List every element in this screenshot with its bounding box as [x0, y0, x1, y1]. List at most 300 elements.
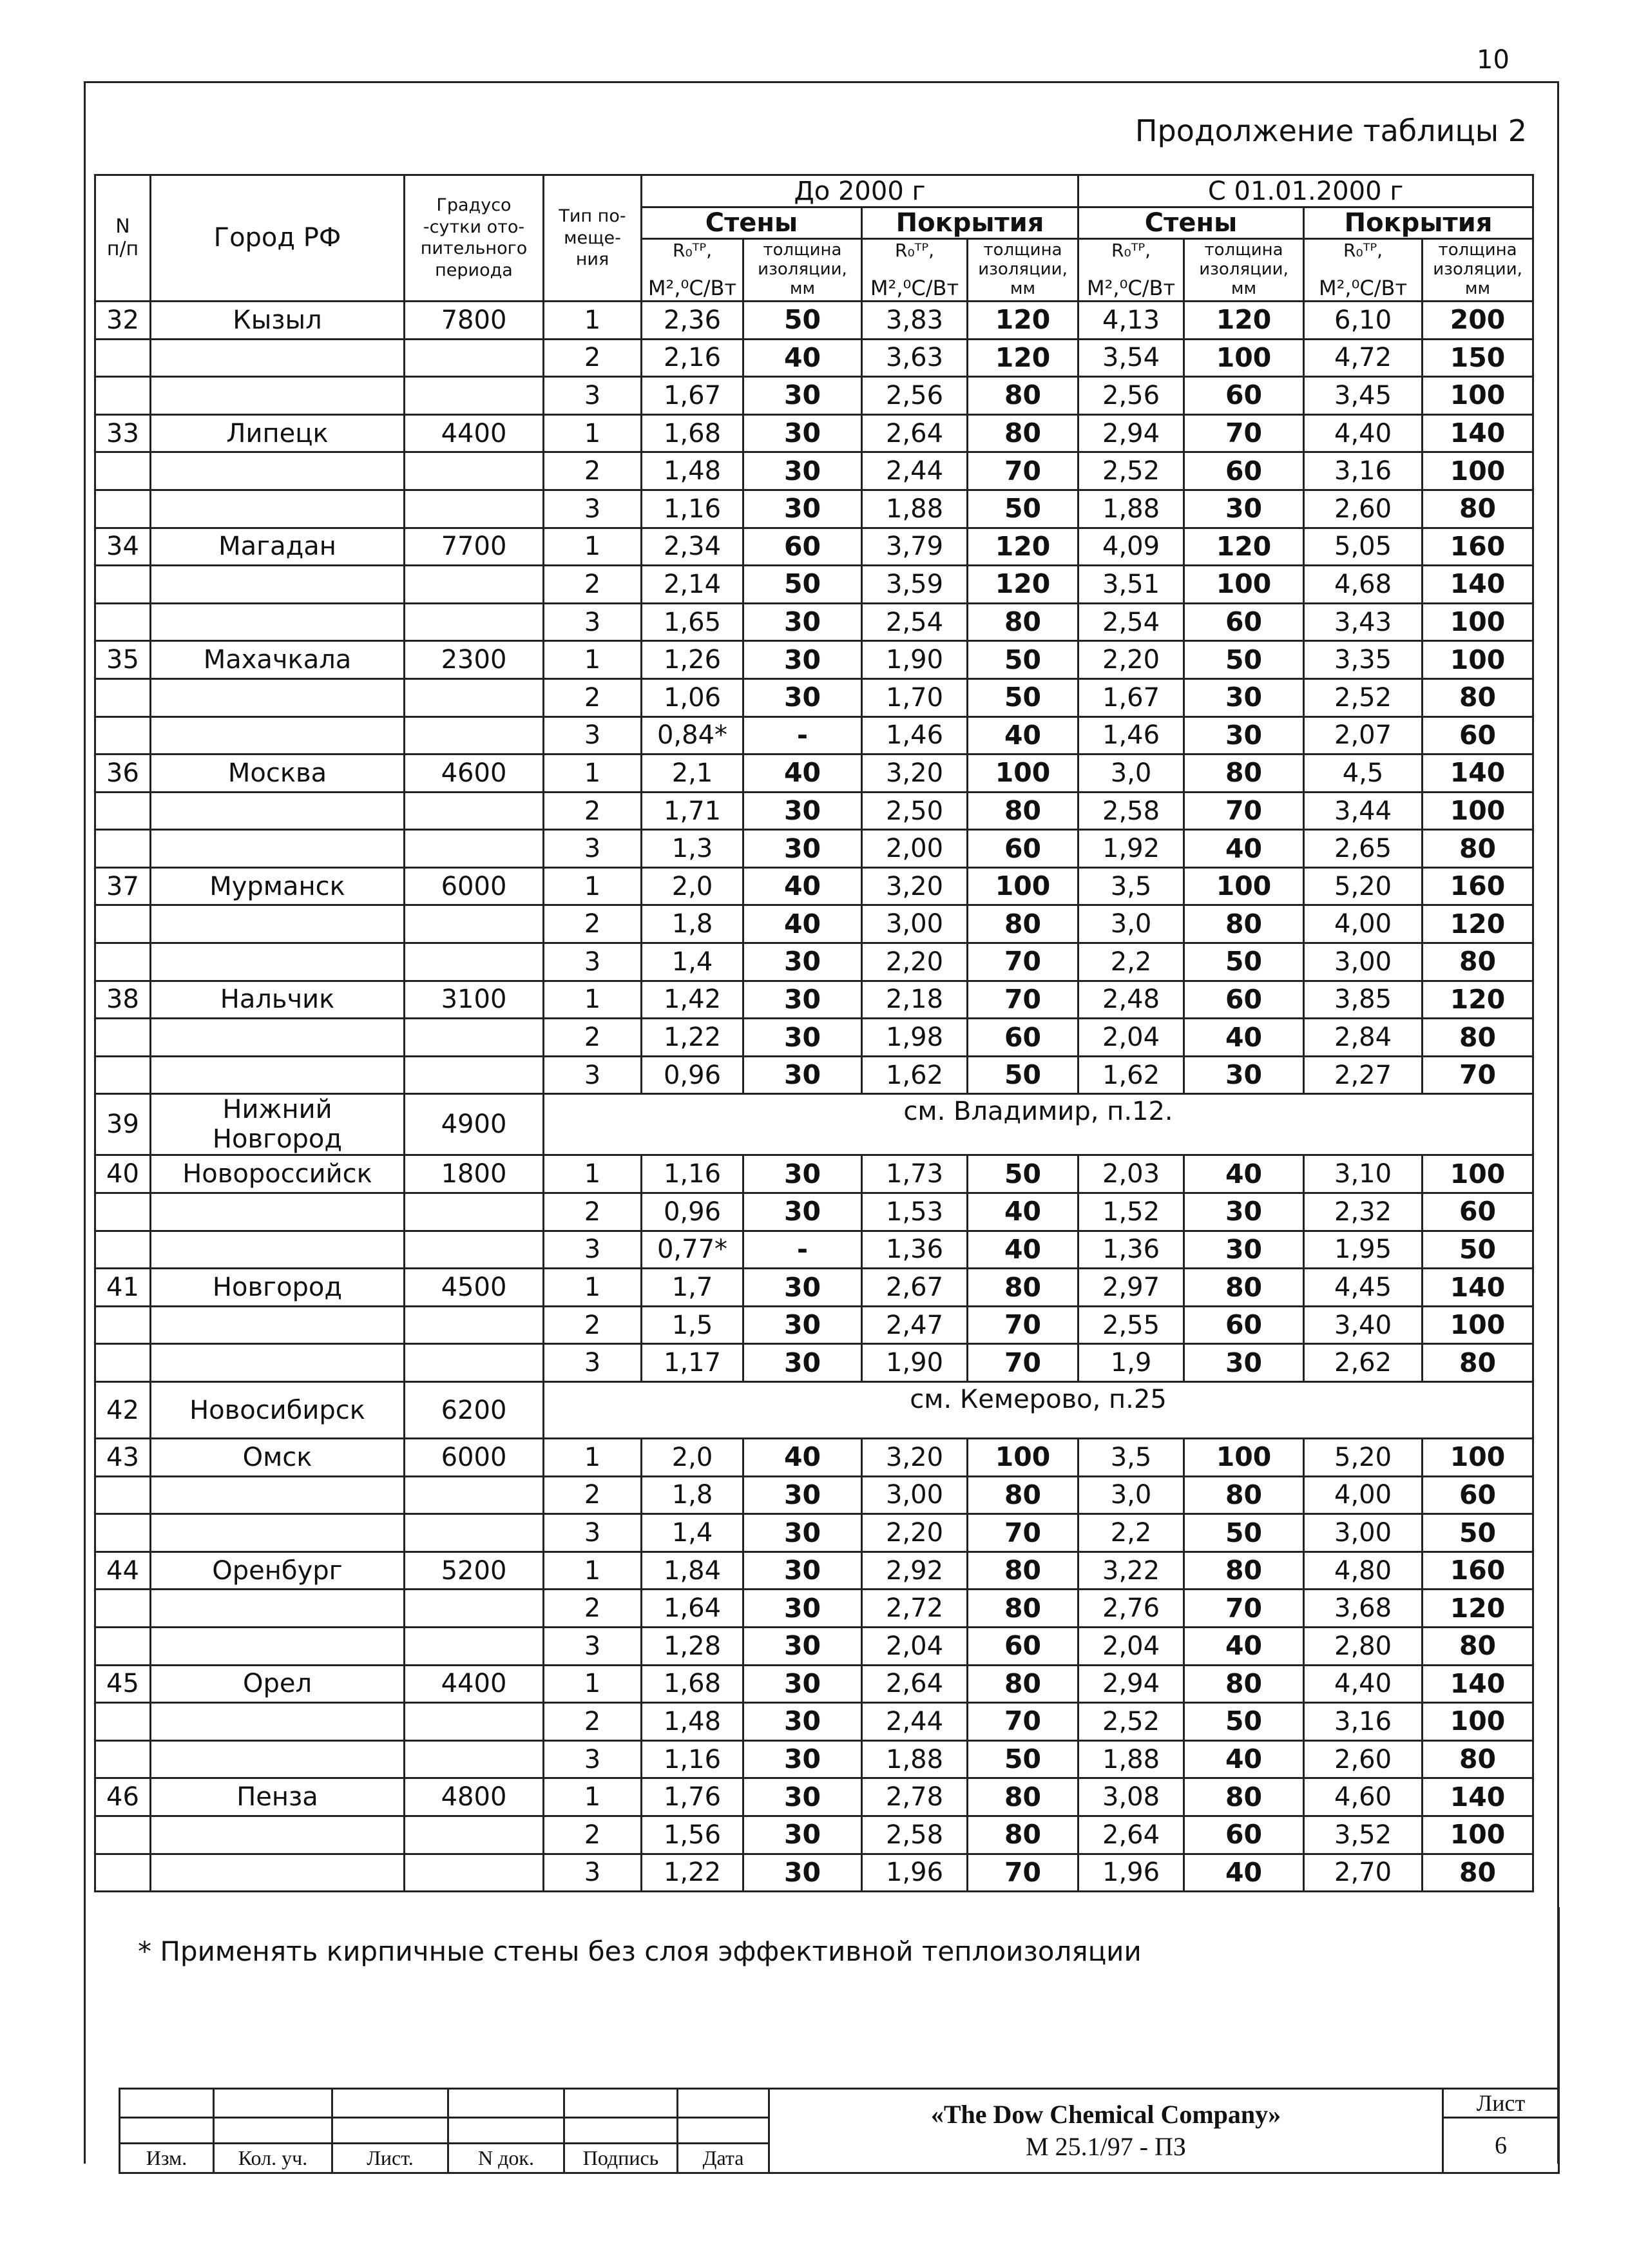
- thickness-walls-old: 30: [743, 943, 862, 981]
- room-type: 3: [544, 1740, 642, 1778]
- stamp-cell: [678, 2118, 769, 2144]
- city-name: [151, 339, 405, 377]
- thickness-walls-new: 70: [1184, 414, 1304, 452]
- r-walls-old: 1,06: [642, 678, 743, 716]
- row-number: [95, 1816, 151, 1854]
- thickness-roofs-old: 80: [968, 1665, 1078, 1703]
- degree-days: 6200: [405, 1382, 544, 1439]
- r-walls-new: 2,94: [1078, 414, 1184, 452]
- thickness-walls-old: 50: [743, 566, 862, 604]
- thickness-roofs-new: 80: [1423, 490, 1533, 528]
- thickness-roofs-new: 60: [1423, 716, 1533, 754]
- room-type: 2: [544, 339, 642, 377]
- r-roofs-old: 2,47: [862, 1306, 968, 1344]
- r-roofs-new: 3,68: [1304, 1590, 1423, 1628]
- r-walls-old: 1,48: [642, 1703, 743, 1741]
- stamp-cell: [448, 2089, 564, 2118]
- r-roofs-old: 2,20: [862, 1514, 968, 1552]
- thickness-walls-new: 80: [1184, 754, 1304, 793]
- room-type: 1: [544, 867, 642, 905]
- r-roofs-new: 2,07: [1304, 716, 1423, 754]
- r-roofs-old: 2,92: [862, 1552, 968, 1590]
- thickness-walls-new: 80: [1184, 1665, 1304, 1703]
- r-walls-old: 1,42: [642, 981, 743, 1019]
- room-type: 3: [544, 1854, 642, 1892]
- r-walls-new: 1,36: [1078, 1231, 1184, 1269]
- stamp-label-signature: Подпись: [564, 2144, 678, 2173]
- thickness-walls-new: 40: [1184, 1155, 1304, 1193]
- thickness-walls-new: 120: [1184, 528, 1304, 566]
- room-type: 3: [544, 1627, 642, 1665]
- thickness-roofs-old: 100: [968, 1439, 1078, 1477]
- thickness-walls-old: 30: [743, 603, 862, 641]
- thickness-walls-old: 30: [743, 1155, 862, 1193]
- r-roofs-old: 2,44: [862, 452, 968, 490]
- table-row: [95, 603, 1533, 641]
- thickness-roofs-new: 50: [1423, 1231, 1533, 1269]
- thickness-walls-old: -: [743, 1231, 862, 1269]
- thickness-walls-new: 30: [1184, 1231, 1304, 1269]
- degree-days: 3100: [405, 981, 544, 1019]
- r-walls-old: 1,48: [642, 452, 743, 490]
- r-roofs-new: 4,68: [1304, 566, 1423, 604]
- thickness-walls-new: 40: [1184, 1019, 1304, 1057]
- thickness-roofs-new: 120: [1423, 981, 1533, 1019]
- header-r-roofs-old: R₀ᵀᴾ, M²,⁰C/Bт: [862, 239, 968, 302]
- stamp-cell: [448, 2118, 564, 2144]
- degree-days: [405, 1703, 544, 1741]
- degree-days: [405, 339, 544, 377]
- degree-days: [405, 1590, 544, 1628]
- table-row: [95, 867, 1533, 905]
- r-walls-new: 3,08: [1078, 1778, 1184, 1816]
- thickness-walls-new: 40: [1184, 830, 1304, 868]
- thickness-walls-new: 30: [1184, 1056, 1304, 1094]
- thickness-walls-new: 100: [1184, 339, 1304, 377]
- thickness-walls-old: 30: [743, 981, 862, 1019]
- degree-days: 1800: [405, 1155, 544, 1193]
- stamp-cell: [214, 2118, 332, 2144]
- thickness-roofs-old: 50: [968, 1155, 1078, 1193]
- stamp-label-doc: N док.: [448, 2144, 564, 2173]
- room-type: 3: [544, 1231, 642, 1269]
- thickness-roofs-new: 100: [1423, 792, 1533, 830]
- thickness-walls-old: 30: [743, 1514, 862, 1552]
- r-walls-new: 1,88: [1078, 1740, 1184, 1778]
- room-type: 3: [544, 716, 642, 754]
- r-roofs-new: 3,16: [1304, 1703, 1423, 1741]
- header-r-walls-new: R₀ᵀᴾ, M²,⁰C/Bт: [1078, 239, 1184, 302]
- r-walls-old: 2,14: [642, 566, 743, 604]
- city-name: Пенза: [151, 1778, 405, 1816]
- thickness-roofs-new: 80: [1423, 943, 1533, 981]
- degree-days: 5200: [405, 1552, 544, 1590]
- table-row: [95, 1778, 1533, 1816]
- thickness-walls-new: 30: [1184, 1344, 1304, 1382]
- thickness-walls-old: 40: [743, 1439, 862, 1477]
- degree-days: [405, 1740, 544, 1778]
- thickness-roofs-new: 80: [1423, 1344, 1533, 1382]
- r-walls-new: 2,48: [1078, 981, 1184, 1019]
- room-type: 1: [544, 754, 642, 793]
- room-type: 2: [544, 1590, 642, 1628]
- r-walls-new: 1,9: [1078, 1344, 1184, 1382]
- thickness-walls-new: 80: [1184, 1476, 1304, 1514]
- degree-days: [405, 490, 544, 528]
- thickness-roofs-new: 50: [1423, 1514, 1533, 1552]
- city-name: [151, 905, 405, 943]
- r-walls-new: 1,96: [1078, 1854, 1184, 1892]
- thickness-roofs-old: 80: [968, 1816, 1078, 1854]
- city-name: [151, 1627, 405, 1665]
- degree-days: 6000: [405, 867, 544, 905]
- thickness-roofs-old: 60: [968, 1627, 1078, 1665]
- thickness-roofs-old: 60: [968, 830, 1078, 868]
- thickness-roofs-old: 70: [968, 1514, 1078, 1552]
- room-type: 2: [544, 1476, 642, 1514]
- thickness-walls-new: 30: [1184, 1193, 1304, 1231]
- r-roofs-old: 3,00: [862, 1476, 968, 1514]
- degree-days: [405, 905, 544, 943]
- r-roofs-old: 2,04: [862, 1627, 968, 1665]
- table-row: [95, 792, 1533, 830]
- r-walls-new: 2,58: [1078, 792, 1184, 830]
- thickness-walls-new: 80: [1184, 1269, 1304, 1307]
- thickness-roofs-new: 80: [1423, 1854, 1533, 1892]
- r-roofs-new: 3,44: [1304, 792, 1423, 830]
- stamp-cell: [332, 2089, 448, 2118]
- city-name: [151, 678, 405, 716]
- thickness-roofs-new: 100: [1423, 1816, 1533, 1854]
- city-name: [151, 1703, 405, 1741]
- header-number: N п/п: [95, 175, 151, 302]
- reference-note: см. Владимир, п.12.: [544, 1094, 1533, 1155]
- city-name: [151, 377, 405, 415]
- r-roofs-old: 1,88: [862, 1740, 968, 1778]
- header-thickness-roofs-old: толщина изоляции, мм: [968, 239, 1078, 302]
- thickness-roofs-old: 40: [968, 1231, 1078, 1269]
- table-row: [95, 452, 1533, 490]
- thickness-walls-old: 30: [743, 1476, 862, 1514]
- r-roofs-old: 2,64: [862, 414, 968, 452]
- degree-days: [405, 830, 544, 868]
- r-walls-old: 1,68: [642, 414, 743, 452]
- header-roofs-new: Покрытия: [1304, 207, 1533, 239]
- row-number: [95, 339, 151, 377]
- city-name: [151, 1816, 405, 1854]
- r-walls-old: 1,16: [642, 1155, 743, 1193]
- r-walls-old: 2,0: [642, 1439, 743, 1477]
- r-walls-old: 2,0: [642, 867, 743, 905]
- r-roofs-old: 2,44: [862, 1703, 968, 1741]
- thickness-roofs-new: 100: [1423, 377, 1533, 415]
- thickness-roofs-new: 100: [1423, 641, 1533, 679]
- r-walls-new: 3,5: [1078, 867, 1184, 905]
- thickness-walls-old: 30: [743, 830, 862, 868]
- table-row: [95, 1193, 1533, 1231]
- row-number: [95, 1231, 151, 1269]
- r-roofs-old: 3,59: [862, 566, 968, 604]
- r-roofs-old: 3,00: [862, 905, 968, 943]
- header-r-walls-old: R₀ᵀᴾ, M²,⁰C/Bт: [642, 239, 743, 302]
- room-type: 3: [544, 377, 642, 415]
- r-walls-old: 1,16: [642, 1740, 743, 1778]
- room-type: 3: [544, 1344, 642, 1382]
- r-roofs-old: 2,67: [862, 1269, 968, 1307]
- thickness-roofs-new: 80: [1423, 1019, 1533, 1057]
- table-row: [95, 1306, 1533, 1344]
- table-row: [95, 1703, 1533, 1741]
- thickness-roofs-old: 70: [968, 981, 1078, 1019]
- thickness-roofs-old: 50: [968, 678, 1078, 716]
- thickness-roofs-new: 60: [1423, 1193, 1533, 1231]
- table-body: [95, 301, 1533, 1891]
- table-row: [95, 1439, 1533, 1477]
- r-roofs-new: 1,95: [1304, 1231, 1423, 1269]
- city-name: [151, 1056, 405, 1094]
- thickness-walls-new: 70: [1184, 792, 1304, 830]
- degree-days: [405, 1019, 544, 1057]
- thickness-walls-new: 50: [1184, 1703, 1304, 1741]
- thickness-walls-old: 30: [743, 1703, 862, 1741]
- degree-days: 6000: [405, 1439, 544, 1477]
- r-roofs-new: 4,72: [1304, 339, 1423, 377]
- thickness-walls-old: 30: [743, 414, 862, 452]
- r-walls-new: 2,64: [1078, 1816, 1184, 1854]
- thickness-walls-old: 50: [743, 301, 862, 339]
- degree-days: [405, 1514, 544, 1552]
- r-roofs-new: 3,40: [1304, 1306, 1423, 1344]
- row-number: 35: [95, 641, 151, 679]
- header-walls-new: Стены: [1078, 207, 1304, 239]
- r-roofs-new: 3,10: [1304, 1155, 1423, 1193]
- room-type: 2: [544, 792, 642, 830]
- r-walls-old: 1,28: [642, 1627, 743, 1665]
- row-number: [95, 377, 151, 415]
- r-roofs-new: 4,60: [1304, 1778, 1423, 1816]
- r-roofs-new: 2,80: [1304, 1627, 1423, 1665]
- row-number: [95, 1740, 151, 1778]
- r-roofs-old: 3,83: [862, 301, 968, 339]
- thickness-roofs-old: 70: [968, 1344, 1078, 1382]
- thickness-walls-old: 30: [743, 1019, 862, 1057]
- row-number: [95, 1056, 151, 1094]
- row-number: 36: [95, 754, 151, 793]
- room-type: 1: [544, 1665, 642, 1703]
- thickness-walls-old: 30: [743, 641, 862, 679]
- thickness-roofs-new: 80: [1423, 1627, 1533, 1665]
- thickness-roofs-old: 50: [968, 1740, 1078, 1778]
- r-walls-old: 1,56: [642, 1816, 743, 1854]
- r-walls-new: 2,56: [1078, 377, 1184, 415]
- room-type: 1: [544, 414, 642, 452]
- r-walls-new: 1,62: [1078, 1056, 1184, 1094]
- room-type: 3: [544, 1514, 642, 1552]
- table-row: [95, 1231, 1533, 1269]
- city-name: [151, 1306, 405, 1344]
- thickness-walls-old: 30: [743, 792, 862, 830]
- header-thickness-roofs-new: толщина изоляции, мм: [1423, 239, 1533, 302]
- stamp-cell: [120, 2118, 214, 2144]
- city-name: Махачкала: [151, 641, 405, 679]
- thickness-walls-new: 60: [1184, 1816, 1304, 1854]
- r-roofs-new: 2,32: [1304, 1193, 1423, 1231]
- r-roofs-old: 2,78: [862, 1778, 968, 1816]
- stamp-label-sheet: Лист.: [332, 2144, 448, 2173]
- r-roofs-old: 1,36: [862, 1231, 968, 1269]
- thickness-roofs-new: 100: [1423, 1155, 1533, 1193]
- city-name: [151, 1193, 405, 1231]
- thickness-walls-new: 30: [1184, 678, 1304, 716]
- r-roofs-new: 2,27: [1304, 1056, 1423, 1094]
- r-roofs-new: 4,5: [1304, 754, 1423, 793]
- thickness-walls-new: 60: [1184, 452, 1304, 490]
- city-name: Нижний Новгород: [151, 1094, 405, 1155]
- row-number: 43: [95, 1439, 151, 1477]
- r-walls-new: 2,20: [1078, 641, 1184, 679]
- r-walls-new: 1,52: [1078, 1193, 1184, 1231]
- degree-days: 4400: [405, 1665, 544, 1703]
- stamp-company: [769, 2089, 1443, 2173]
- city-name: [151, 1476, 405, 1514]
- thickness-roofs-new: 80: [1423, 830, 1533, 868]
- table-row: [95, 1019, 1533, 1057]
- degree-days: 4400: [405, 414, 544, 452]
- degree-days: [405, 1476, 544, 1514]
- thickness-walls-new: 40: [1184, 1854, 1304, 1892]
- degree-days: [405, 566, 544, 604]
- city-name: Новгород: [151, 1269, 405, 1307]
- degree-days: [405, 1344, 544, 1382]
- r-roofs-old: 1,90: [862, 1344, 968, 1382]
- city-name: [151, 1019, 405, 1057]
- r-walls-old: 1,22: [642, 1854, 743, 1892]
- room-type: 1: [544, 1778, 642, 1816]
- room-type: 2: [544, 1306, 642, 1344]
- r-walls-old: 1,17: [642, 1344, 743, 1382]
- city-name: [151, 716, 405, 754]
- row-number: [95, 830, 151, 868]
- r-walls-new: 2,54: [1078, 603, 1184, 641]
- thickness-walls-old: 30: [743, 1778, 862, 1816]
- r-walls-new: 2,52: [1078, 1703, 1184, 1741]
- r-roofs-old: 1,46: [862, 716, 968, 754]
- thickness-walls-old: 30: [743, 1552, 862, 1590]
- thickness-roofs-new: 140: [1423, 1665, 1533, 1703]
- degree-days: [405, 1627, 544, 1665]
- row-number: 37: [95, 867, 151, 905]
- stamp-cell: [564, 2089, 678, 2118]
- degree-days: [405, 452, 544, 490]
- city-name: [151, 943, 405, 981]
- city-name: Магадан: [151, 528, 405, 566]
- table-row: [95, 641, 1533, 679]
- table-row: [95, 1590, 1533, 1628]
- thickness-walls-old: 30: [743, 678, 862, 716]
- r-roofs-old: 3,20: [862, 1439, 968, 1477]
- row-number: 33: [95, 414, 151, 452]
- r-walls-new: 2,52: [1078, 452, 1184, 490]
- thickness-roofs-old: 40: [968, 716, 1078, 754]
- thickness-roofs-old: 100: [968, 754, 1078, 793]
- room-type: 2: [544, 905, 642, 943]
- thickness-walls-old: 30: [743, 377, 862, 415]
- city-name: Липецк: [151, 414, 405, 452]
- r-roofs-new: 2,60: [1304, 1740, 1423, 1778]
- degree-days: [405, 377, 544, 415]
- row-number: [95, 1590, 151, 1628]
- r-roofs-old: 3,20: [862, 867, 968, 905]
- header-thickness-walls-old: толщина изоляции, мм: [743, 239, 862, 302]
- table-row: [95, 1514, 1533, 1552]
- header-degree-days: Градусо -сутки ото- пительного периода: [405, 175, 544, 302]
- r-roofs-new: 3,16: [1304, 452, 1423, 490]
- thickness-walls-old: 30: [743, 1306, 862, 1344]
- thickness-walls-new: 100: [1184, 867, 1304, 905]
- degree-days: [405, 1854, 544, 1892]
- row-number: 32: [95, 301, 151, 339]
- thickness-walls-old: 30: [743, 1269, 862, 1307]
- thickness-walls-new: 40: [1184, 1627, 1304, 1665]
- r-roofs-old: 2,72: [862, 1590, 968, 1628]
- degree-days: [405, 943, 544, 981]
- header-from-2000: С 01.01.2000 г: [1078, 175, 1533, 207]
- row-number: [95, 1854, 151, 1892]
- row-number: 38: [95, 981, 151, 1019]
- table-row: [95, 1269, 1533, 1307]
- thickness-walls-new: 80: [1184, 1778, 1304, 1816]
- degree-days: 4500: [405, 1269, 544, 1307]
- r-roofs-new: 5,05: [1304, 528, 1423, 566]
- stamp-cell: [120, 2089, 214, 2118]
- thickness-roofs-old: 120: [968, 566, 1078, 604]
- r-roofs-new: 3,00: [1304, 1514, 1423, 1552]
- degree-days: 4900: [405, 1094, 544, 1155]
- r-walls-new: 2,76: [1078, 1590, 1184, 1628]
- room-type: 1: [544, 1155, 642, 1193]
- r-roofs-new: 4,40: [1304, 414, 1423, 452]
- row-number: [95, 1344, 151, 1382]
- thickness-roofs-new: 120: [1423, 1590, 1533, 1628]
- r-roofs-new: 4,40: [1304, 1665, 1423, 1703]
- r-roofs-new: 3,43: [1304, 603, 1423, 641]
- r-walls-new: 2,04: [1078, 1627, 1184, 1665]
- city-name: Нальчик: [151, 981, 405, 1019]
- thickness-walls-new: 100: [1184, 566, 1304, 604]
- row-number: [95, 566, 151, 604]
- r-roofs-old: 2,54: [862, 603, 968, 641]
- room-type: 2: [544, 1816, 642, 1854]
- r-roofs-new: 4,45: [1304, 1269, 1423, 1307]
- row-number: [95, 678, 151, 716]
- stamp-cell: [332, 2118, 448, 2144]
- r-roofs-new: 5,20: [1304, 1439, 1423, 1477]
- r-walls-old: 1,3: [642, 830, 743, 868]
- degree-days: [405, 603, 544, 641]
- room-type: 1: [544, 1269, 642, 1307]
- stamp-label-date: Дата: [678, 2144, 769, 2173]
- thickness-roofs-old: 120: [968, 339, 1078, 377]
- table-row: [95, 678, 1533, 716]
- table-row: [95, 1740, 1533, 1778]
- thickness-walls-new: 60: [1184, 603, 1304, 641]
- degree-days: [405, 716, 544, 754]
- r-roofs-new: 3,45: [1304, 377, 1423, 415]
- row-number: [95, 603, 151, 641]
- table-row: [95, 339, 1533, 377]
- company-name: «The Dow Chemical Company»: [930, 2100, 1281, 2129]
- title-block: [119, 2088, 1560, 2174]
